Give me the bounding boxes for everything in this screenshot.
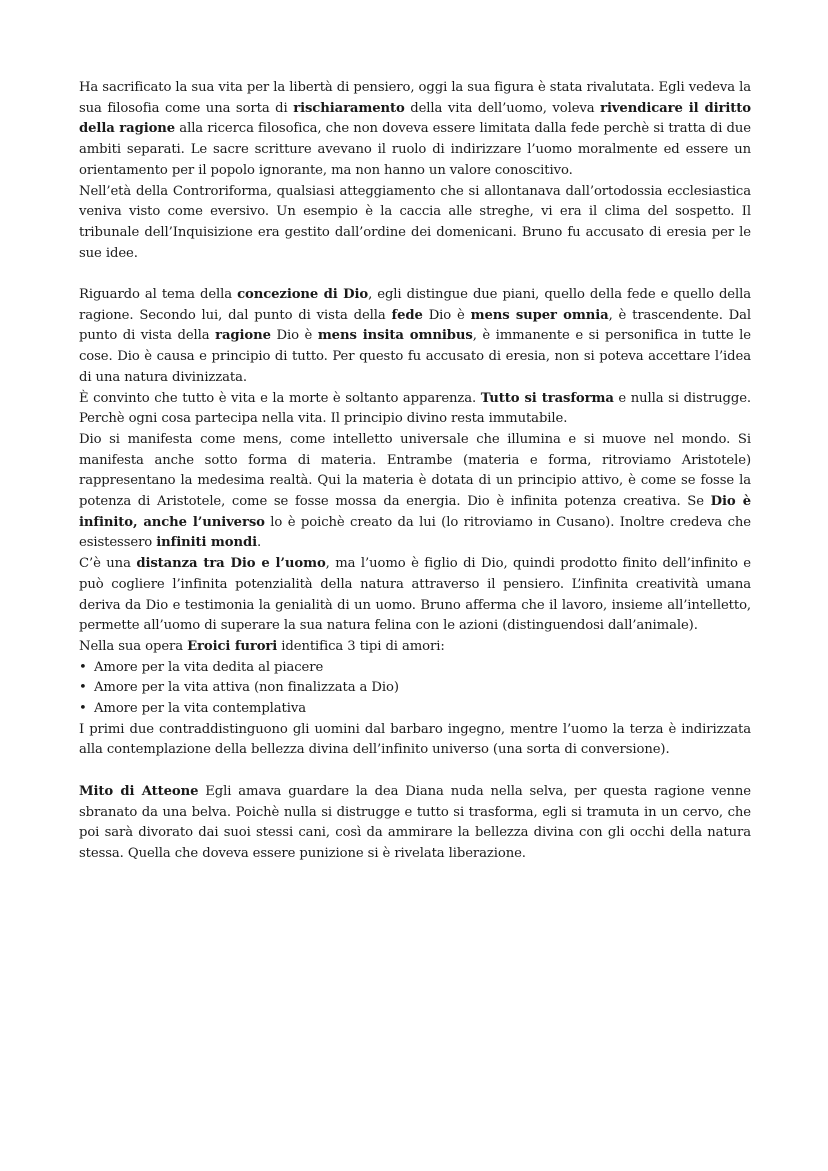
paragraph (79, 720, 751, 761)
list-item (79, 678, 751, 699)
text-run: , ma l’uomo è figlio di Dio, quindi prodotto finito dell’infinito e può cogliere l’infinita potenzialità della natura attraverso il pensiero. L’infinita creatività umana deriva da Dio e testimonia la genialità di un uomo. Bruno afferma che il lavoro, insieme all’intelletto, permette all’uomo di superare la sua natura felina con le azioni (distinguendosi dall’animale). (79, 556, 751, 634)
bold-text: Mito di Atteone (79, 783, 199, 799)
bold-text: infiniti mondi (156, 535, 257, 551)
bullet-icon: • (79, 659, 87, 675)
text-run: Ha sacrificato la sua vita per la libertà di pensiero, oggi la sua figura è stata rivalutata. Egli vedeva la sua filosofia come una sorta di (79, 80, 751, 116)
text-run: alla ricerca filosofica, che non doveva essere limitata dalla fede perchè si tratta di due ambiti separati. Le sacre scritture avevano il ruolo di indirizzare l’uomo moralmente ed essere un orientamento per il popolo ignorante, ma non hanno un valore conoscitivo. (79, 121, 751, 178)
text-run: Dio è (270, 328, 318, 344)
bold-text: ragione (215, 328, 271, 344)
text-run: lo è poichè creato da lui (lo ritroviamo in Cusano). Inoltre credeva che esistessero (79, 514, 751, 551)
text-run: I primi due contraddistinguono gli uomini dal barbaro ingegno, mentre l’uomo la terza è indirizzata alla contemplazione della bellezza divina dell’infinito universo (una sorta di conversione). (79, 721, 751, 758)
document-page (79, 78, 751, 865)
paragraph (79, 78, 751, 182)
paragraph (79, 782, 751, 865)
bold-text: rischiaramento (293, 100, 405, 116)
bold-text: Eroici furori (187, 638, 278, 654)
list-item-text: Amore per la vita attiva (non finalizzata a Dio) (94, 680, 399, 696)
list-item-text: Amore per la vita contemplativa (94, 701, 306, 717)
text-run: Nella sua opera (79, 638, 188, 654)
bold-text: mens insita omnibus (317, 328, 473, 344)
bullet-icon: • (79, 701, 87, 717)
text-run: , è immanente e si personifica in tutte le cose. Dio è causa e principio di tutto. Per questo fu accusato di eresia, non si poteva accettare l’idea di una natura divinizzata. (79, 328, 751, 385)
text-run: Egli amava guardare la dea Diana nuda nella selva, per questa ragione venne sbranato da una belva. Poichè nulla si distrugge e tutto si trasforma, egli si tramuta in un cervo, che poi sarà divorato dai suoi stessi cani, così da ammirare la bellezza divina con gli occhi della natura stessa. Quella che doveva essere punizione si è rivelata liberazione. (79, 783, 751, 861)
list-item-text: Amore per la vita dedita al piacere (94, 659, 324, 675)
bold-text: Dio è infinito, anche l’universo (79, 494, 751, 530)
paragraph-gap (79, 264, 751, 285)
list-item (79, 658, 751, 679)
bold-text: rivendicare il diritto della ragione (79, 100, 751, 137)
text-run: , è trascendente. Dal punto di vista della (79, 307, 752, 344)
paragraph (79, 554, 751, 637)
text-run: Nell’età della Controriforma, qualsiasi atteggiamento che si allontanava dall’ortodossia ecclesiastica veniva visto come eversivo. Un esempio è la caccia alle streghe, vi era il clima del sospetto. Il tribunale dell’Inquisizione era gestito dall’ordine dei domenicani. Bruno fu accusato di eresia per le sue idee. (79, 183, 751, 261)
text-run: e nulla si distrugge. Perchè ogni cosa partecipa nella vita. Il principio divino resta immutabile. (79, 390, 751, 427)
text-run: Dio è (422, 307, 471, 323)
bullet-icon: • (79, 680, 87, 696)
paragraph (79, 637, 751, 658)
bold-text: distanza tra Dio e l’uomo (136, 556, 326, 572)
text-run: . (257, 535, 262, 551)
paragraph-gap (79, 761, 751, 782)
text-run: Riguardo al tema della (79, 287, 238, 303)
bold-text: Tutto si trasforma (480, 390, 614, 406)
text-run: , egli distingue due piani, quello della fede e quello della ragione. Secondo lui, dal punto di vista della (79, 287, 752, 323)
bold-text: concezione di Dio (237, 287, 369, 303)
paragraph (79, 389, 751, 430)
text-run: della vita dell’uomo, voleva (404, 100, 601, 116)
list-item (79, 699, 751, 720)
text-run: È convinto che tutto è vita e la morte è soltanto apparenza. (79, 390, 481, 406)
text-run: identifica 3 tipi di amori: (277, 638, 445, 654)
bullet-list (79, 658, 751, 720)
text-run: Dio si manifesta come mens, come intelletto universale che illumina e si muove nel mondo. Si manifesta anche sotto forma di materia. Entrambe (materia e forma, ritroviamo Aristotele) rappresentano la medesima realtà. Qui la materia è dotata di un principio attivo, è come se fosse la potenza di Aristotele, come se fosse mossa da energia. Dio è infinita potenza creativa. Se (79, 431, 751, 510)
bold-text: mens super omnia (470, 307, 609, 323)
paragraph (79, 285, 751, 389)
paragraph (79, 430, 751, 554)
paragraph (79, 182, 751, 265)
bold-text: fede (391, 307, 423, 323)
text-run: C’è una (79, 556, 137, 572)
